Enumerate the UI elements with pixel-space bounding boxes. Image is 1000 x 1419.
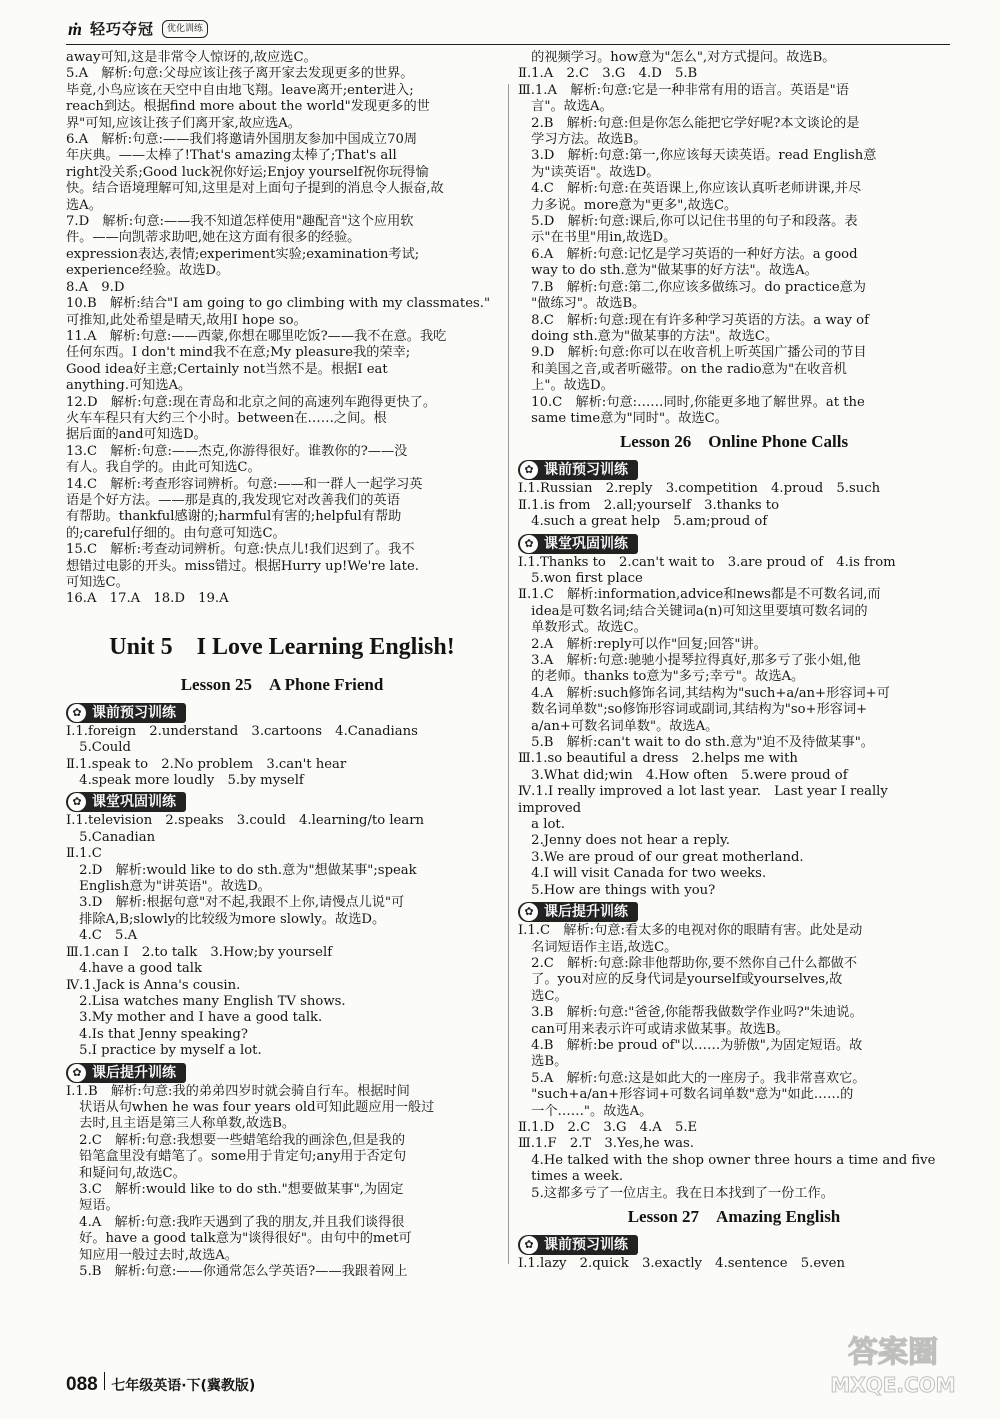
answer-line: Ⅱ.1.A 2.C 3.G 4.D 5.B xyxy=(518,66,698,82)
answer-line: Ⅱ.1.D 2.C 3.G 4.A 5.E xyxy=(518,1119,698,1135)
lesson-title: Lesson 26 Online Phone Calls xyxy=(619,432,849,452)
answer-line: 年庆典。——太棒了!That's amazing太棒了;That's all xyxy=(66,148,397,164)
answer-line: 言"。故选A。 xyxy=(518,99,613,115)
answer-line: 4.A 解析:such修饰名词,其结构为"such+a/an+形容词+可 xyxy=(518,685,890,701)
answer-line: 名词短语作主语,故选C。 xyxy=(518,939,678,955)
answer-line: 任何东西。I don't mind我不在意;My pleasure我的荣幸; xyxy=(66,345,411,361)
brand-title: 轻巧夺冠 xyxy=(90,19,155,38)
section-label: 课前预习训练 xyxy=(544,1237,628,1253)
answer-line: 界"可知,应该让孩子们离开家,故应选A。 xyxy=(66,115,301,131)
answer-line: 3.B 解析:句意:"爸爸,你能帮我做数学作业吗?"朱迪说。 xyxy=(518,1005,863,1021)
answer-line: 有人。我自学的。由此可知选C。 xyxy=(66,460,261,476)
answer-block xyxy=(518,555,950,900)
answer-line: 2.A 解析:reply可以作"回复;回答"讲。 xyxy=(518,636,767,652)
answer-line: 5.B 解析:can't wait to do sth.意为"迫不及待做某事"。 xyxy=(518,735,874,751)
section-heading xyxy=(66,1063,186,1083)
answer-block xyxy=(518,923,950,1202)
section-heading xyxy=(518,534,638,554)
answer-line: 短语。 xyxy=(66,1198,119,1214)
answer-block xyxy=(66,724,498,790)
answer-block xyxy=(66,50,498,608)
answer-line: 去时,且主语是第三人称单数,故选B。 xyxy=(66,1116,296,1132)
answer-line: "做练习"。故选B。 xyxy=(518,296,646,312)
answer-line: Ⅲ.1.A 解析:句意:它是一种非常有用的语言。英语是"语 xyxy=(518,82,849,98)
section-heading xyxy=(66,703,186,723)
column-divider xyxy=(508,84,509,1264)
answer-line: 13.C 解析:句意:——杰克,你游得很好。谁教你的?——没 xyxy=(66,443,408,459)
answer-line: 上"。故选D。 xyxy=(518,378,614,394)
answer-line: 选C。 xyxy=(518,988,568,1004)
answer-line: 5.D 解析:句意:课后,你可以记住书里的句子和段落。表 xyxy=(518,214,858,230)
answer-line: 5.won first place xyxy=(518,570,643,586)
answer-line: idea是可数名词;结合关键词a(n)可知这里要填可数名词的 xyxy=(518,603,868,619)
answer-line: 2.C 解析:句意:我想要一些蜡笔给我的画涂色,但是我的 xyxy=(66,1132,406,1148)
answer-line: 知应用一般过去时,故选A。 xyxy=(66,1247,238,1263)
answer-line: 4.have a good talk xyxy=(66,961,202,977)
answer-line: 5.A 解析:句意:父母应该让孩子离开家去发现更多的世界。 xyxy=(66,66,414,82)
answer-line: 4.A 解析:句意:我昨天遇到了我的朋友,并且我们谈得很 xyxy=(66,1214,405,1230)
answer-line: 3.A 解析:句意:驰驰小提琴拉得真好,那多亏了张小姐,他 xyxy=(518,653,861,668)
answer-block xyxy=(66,1084,498,1281)
answer-line: 7.D 解析:句意:——我不知道怎样使用"趣配音"这个应用软 xyxy=(66,214,414,230)
watermark-text: 答案圈 xyxy=(848,1335,938,1370)
answer-line: 5.B 解析:句意:——你通常怎么学英语?——我跟着网上 xyxy=(66,1264,408,1279)
answer-line: 和美国之音,或者听磁带。on the radio意为"在收音机 xyxy=(518,361,847,377)
answer-line: "such+a/an+形容词+可数名词单数"意为"如此……的 xyxy=(518,1087,854,1103)
answer-line: 和疑问句,故选C。 xyxy=(66,1165,186,1181)
section-label: 课前预习训练 xyxy=(92,704,176,721)
watermark-logo xyxy=(828,1322,958,1402)
section-heading xyxy=(518,1235,638,1255)
book-info: 七年级英语·下(冀教版) xyxy=(111,1378,256,1394)
answer-line: reach到达。根据find more about the world"发现更多的世 xyxy=(66,99,430,115)
answer-line: 14.C 解析:考查形容词辨析。句意:——和一群人一起学习英 xyxy=(66,476,423,492)
section-label: 课前预习训练 xyxy=(544,462,628,479)
answer-line: 5.Could xyxy=(66,740,131,756)
answer-line: 毕竟,小鸟应该在天空中自由地飞翔。leave离开;enter进入; xyxy=(66,82,414,98)
answer-line: Ⅰ.1.lazy 2.quick 3.exactly 4.sentence 5.even xyxy=(518,1256,845,1271)
right-column xyxy=(518,50,950,1272)
section-label: 课堂巩固训练 xyxy=(92,794,176,811)
answer-line: 的视频学习。how意为"怎么",对方式提问。故选B。 xyxy=(518,50,836,65)
answer-line: 2.Jenny does not hear a reply. xyxy=(518,833,730,849)
answer-line: Ⅰ.1.Thanks to 2.can't wait to 3.are proud of 4.is from xyxy=(518,554,896,570)
answer-line: anything.可知选A。 xyxy=(66,378,192,394)
answer-line: 2.D 解析:would like to do sth.意为"想做某事";speak xyxy=(66,862,417,878)
answer-line: expression表达,表情;experiment实验;examination考试; xyxy=(66,246,420,262)
answer-line: Ⅱ.1.C 解析:information,advice和news都是不可数名词,而 xyxy=(518,587,881,603)
section-label: 课后提升训练 xyxy=(544,904,628,921)
answer-line: can可用来表示许可或请求做某事。故选B。 xyxy=(518,1021,789,1037)
answer-block xyxy=(518,481,950,530)
medal-icon: ✿ xyxy=(520,535,538,553)
answer-line: 4.such a great help 5.am;proud of xyxy=(518,514,768,530)
answer-line: 5.I practice by myself a lot. xyxy=(66,1043,262,1059)
answer-line: 学习方法。故选B。 xyxy=(518,132,647,148)
answer-line: away可知,这是非常令人惊讶的,故应选C。 xyxy=(66,50,317,65)
medal-icon: ✿ xyxy=(520,461,538,479)
answer-line: 3.What did;win 4.How often 5.were proud of xyxy=(518,767,848,783)
answer-line: 好。have a good talk意为"谈得很好"。由句中的met可 xyxy=(66,1231,412,1247)
answer-line: Ⅳ.1.Jack is Anna's cousin. xyxy=(66,977,241,993)
answer-line: English意为"讲英语"。故选D。 xyxy=(66,879,271,895)
section-heading xyxy=(66,792,186,812)
answer-line: 为"读英语"。故选D。 xyxy=(518,164,660,180)
answer-line: 排除A,B;slowly的比较级为more slowly。故选D。 xyxy=(66,911,386,927)
answer-line: 3.D 解析:根据句意"对不起,我跟不上你,请慢点儿说"可 xyxy=(66,895,405,911)
answer-line: Ⅰ.1.foreign 2.understand 3.cartoons 4.Canadians xyxy=(66,723,418,739)
answer-line: Ⅱ.1.C xyxy=(66,846,102,862)
answer-line: Ⅳ.1.I really improved a lot last year. Last year I really improved xyxy=(518,784,893,816)
answer-line: 4.He talked with the shop owner three hours a time and five xyxy=(518,1152,936,1168)
answer-line: 4.C 解析:句意:在英语课上,你应该认真听老师讲课,并尽 xyxy=(518,181,862,197)
answer-line: 的;careful仔细的。由句意可知选C。 xyxy=(66,525,286,541)
answer-line: 10.C 解析:句意:……同时,你能更多地了解世界。at the xyxy=(518,394,865,410)
lesson-title: Lesson 25 A Phone Friend xyxy=(180,674,384,694)
answer-line: 16.A 17.A 18.D 19.A xyxy=(66,591,229,607)
medal-icon: ✿ xyxy=(68,793,86,811)
answer-block xyxy=(518,50,950,427)
answer-line: 5.这都多亏了一位店主。我在日本找到了一份工作。 xyxy=(518,1185,834,1201)
answer-line: 3.My mother and I have a good talk. xyxy=(66,1010,323,1026)
page-number: 088 xyxy=(66,1374,98,1395)
answer-line: 5.Canadian xyxy=(66,829,156,845)
answer-line: 据后面的and可知选D。 xyxy=(66,427,207,443)
answer-line: Ⅰ.1.B 解析:句意:我的弟弟四岁时就会骑自行车。根据时间 xyxy=(66,1083,410,1099)
section-label: 课后提升训练 xyxy=(92,1064,176,1081)
answer-block xyxy=(66,813,498,1059)
answer-line: 可推知,此处希望是晴天,故用I hope so。 xyxy=(66,312,307,328)
page-footer xyxy=(66,1372,255,1394)
answer-line: 一个……"。故选A。 xyxy=(518,1103,653,1119)
answer-line: 12.D 解析:句意:现在青岛和北京之间的高速列车跑得更快了。 xyxy=(66,394,437,410)
medal-icon: ✿ xyxy=(68,704,86,722)
answer-line: 5.How are things with you? xyxy=(518,882,716,898)
answer-line: 5.A 解析:句意:这是如此大的一座房子。我非常喜欢它。 xyxy=(518,1070,866,1086)
answer-line: 单数形式。故选C。 xyxy=(518,620,647,636)
answer-line: times a week. xyxy=(518,1169,624,1185)
medal-icon: ✿ xyxy=(68,1064,86,1082)
section-label: 课堂巩固训练 xyxy=(544,535,628,552)
answer-line: 9.D 解析:句意:你可以在收音机上听英国广播公司的节目 xyxy=(518,345,867,361)
watermark-url: MXQE.COM xyxy=(830,1373,956,1397)
answer-line: 快。结合语境理解可知,这里是对上面句子提到的消息令人振奋,故 xyxy=(66,181,444,197)
answer-line: 4.B 解析:be proud of"以……为骄傲",为固定短语。故 xyxy=(518,1037,863,1053)
left-column xyxy=(66,50,498,1280)
answer-line: doing sth.意为"做某事的方法"。故选C。 xyxy=(518,328,779,344)
unit-title: Unit 5 I Love Learning English! xyxy=(109,633,455,660)
answer-line: 11.A 解析:句意:——西蒙,你想在哪里吃饭?——我不在意。我吃 xyxy=(66,328,447,344)
answer-line: 15.C 解析:考查动词辨析。句意:快点儿!我们迟到了。我不 xyxy=(66,542,415,558)
answer-line: 可知选C。 xyxy=(66,575,129,590)
answer-line: a lot. xyxy=(518,817,565,833)
answer-line: 3.We are proud of our great motherland. xyxy=(518,849,804,865)
medal-icon: ✿ xyxy=(520,903,538,921)
answer-line: 铅笔盒里没有蜡笔了。some用于肯定句;any用于否定句 xyxy=(66,1149,407,1165)
answer-line: 数名词单数";so修饰形容词或副词,其结构为"so+形容词+ xyxy=(518,702,868,718)
answer-line: 10.B 解析:结合"I am going to go climbing with my classmates." xyxy=(66,296,491,312)
answer-line: 8.A 9.D xyxy=(66,279,125,295)
answer-line: 3.C 解析:would like to do sth."想要做某事",为固定 xyxy=(66,1181,404,1197)
answer-line: 4.speak more loudly 5.by myself xyxy=(66,773,304,789)
footer-separator xyxy=(104,1372,106,1390)
answer-line: 了。you对应的反身代词是yourself或yourselves,故 xyxy=(518,972,843,988)
answer-line: 8.C 解析:句意:现在有许多种学习英语的方法。a way of xyxy=(518,312,869,328)
answer-line: 力多说。more意为"更多",故选C。 xyxy=(518,197,738,213)
answer-line: 想错过电影的开头。miss错过。根据Hurry up!We're late. xyxy=(66,558,419,574)
answer-line: Ⅰ.1.C 解析:句意:看太多的电视对你的眼睛有害。此处是动 xyxy=(518,923,863,939)
answer-line: 6.A 解析:句意:——我们将邀请外国朋友参加中国成立70周 xyxy=(66,132,418,148)
answer-line: way to do sth.意为"做某事的好方法"。故选A。 xyxy=(518,263,818,279)
answer-line: a/an+可数名词单数"。故选A。 xyxy=(518,718,719,734)
answer-line: same time意为"同时"。故选C。 xyxy=(518,410,728,426)
answer-line: 选A。 xyxy=(66,197,102,213)
answer-line: Ⅱ.1.speak to 2.No problem 3.can't hear xyxy=(66,756,347,772)
answer-line: Ⅲ.1.so beautiful a dress 2.helps me with xyxy=(518,751,798,767)
answer-line: 语是个好方法。——那是真的,我发现它对改善我们的英语 xyxy=(66,492,400,508)
page-header xyxy=(68,18,208,40)
section-heading xyxy=(518,460,638,480)
answer-line: 6.A 解析:句意:记忆是学习英语的一种好方法。a good xyxy=(518,246,858,262)
answer-line: 有帮助。thankful感谢的;harmful有害的;helpful有帮助 xyxy=(66,509,402,525)
answer-line: 4.C 5.A xyxy=(66,928,138,944)
answer-line: 2.C 解析:句意:除非他帮助你,要不然你自己什么都做不 xyxy=(518,955,858,971)
section-heading xyxy=(518,902,638,922)
answer-line: Ⅰ.1.television 2.speaks 3.could 4.learning/to learn xyxy=(66,813,425,829)
answer-line: 选B。 xyxy=(518,1054,568,1070)
brand-logo-mark: ṁ xyxy=(68,18,83,39)
answer-line: Ⅲ.1.can I 2.to talk 3.How;by yourself xyxy=(66,944,333,960)
answer-line: 4.I will visit Canada for two weeks. xyxy=(518,866,767,882)
answer-line: experience经验。故选D。 xyxy=(66,263,230,279)
answer-line: 2.B 解析:句意:但是你怎么能把它学好呢?本文谈论的是 xyxy=(518,115,860,131)
answer-line: 的老师。thanks to意为"多亏;幸亏"。故选A。 xyxy=(518,669,805,685)
answer-line: Good idea好主意;Certainly not当然不是。根据I eat xyxy=(66,361,388,377)
answer-line: Ⅲ.1.F 2.T 3.Yes,he was. xyxy=(518,1136,694,1152)
answer-line: 4.Is that Jenny speaking? xyxy=(66,1026,248,1042)
answer-line: 2.Lisa watches many English TV shows. xyxy=(66,993,346,1009)
header-divider xyxy=(66,44,950,45)
lesson-title: Lesson 27 Amazing English xyxy=(627,1207,841,1226)
answer-block xyxy=(518,1256,950,1272)
answer-line: 示"在书里"用in,故选D。 xyxy=(518,230,677,246)
answer-line: right没关系;Good luck祝你好运;Enjoy yourself祝你玩得愉 xyxy=(66,164,429,180)
brand-tag: 优化训练 xyxy=(162,20,208,38)
medal-icon: ✿ xyxy=(520,1236,538,1254)
answer-line: 3.D 解析:句意:第一,你应该每天读英语。read English意 xyxy=(518,148,877,164)
answer-line: Ⅱ.1.is from 2.all;yourself 3.thanks to xyxy=(518,497,780,513)
answer-line: 7.B 解析:句意:第二,你应该多做练习。do practice意为 xyxy=(518,279,866,295)
answer-line: 火车车程只有大约三个小时。between在……之间。根 xyxy=(66,410,387,426)
answer-line: 件。——向凯蒂求助吧,她在这方面有很多的经验。 xyxy=(66,230,361,246)
answer-line: Ⅰ.1.Russian 2.reply 3.competition 4.proud 5.such xyxy=(518,481,881,497)
answer-line: 状语从句when he was four years old可知此题应用一般过 xyxy=(66,1099,435,1115)
